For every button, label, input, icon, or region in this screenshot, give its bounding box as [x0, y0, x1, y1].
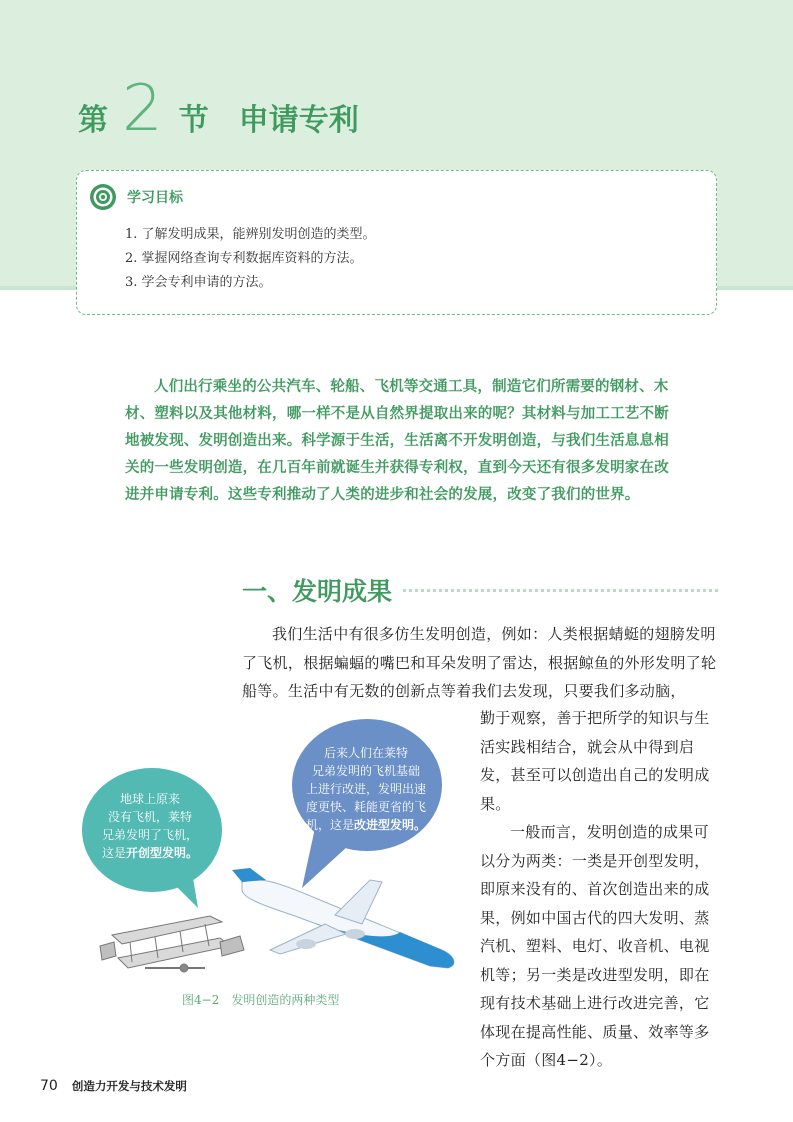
- chapter-title: 申请专利: [238, 103, 359, 138]
- intro-paragraph: 人们出行乘坐的公共汽车、轮船、飞机等交通工具，制造它们所需要的钢材、木材、塑料以及其他材料，哪一样不是从自然界提取出来的呢？其材料与加工工艺不断地被发现、发明创造出来。科学源于生活，生活离不开发明创造，与我们生活息息相关的一些发明创造，在几百年前就诞生并获得专利权，直到今天还有很多发明家在改进并申请专利。这些专利推动了人类的进步和社会的发展，改变了我们的世界。: [125, 379, 669, 503]
- goals-title: 学习目标: [127, 190, 183, 206]
- page-number: 70: [40, 1078, 58, 1094]
- chapter-suffix: 节: [178, 103, 209, 138]
- body-paragraph-1-cont: 勤于观察，善于把所学的知识与生活实践相结合，就会从中得到启发，甚至可以创造出自己的发明成果。: [480, 709, 710, 813]
- section-heading: 一、发明成果: [242, 577, 393, 606]
- jet-airplane-icon: [232, 868, 454, 968]
- chapter-number: 2: [122, 72, 163, 146]
- learning-goals-box: [76, 170, 717, 315]
- page-title: [78, 72, 359, 146]
- goal-item: 3. 学会专利申请的方法。: [125, 275, 272, 290]
- chapter-prefix: 第: [78, 103, 108, 138]
- bubble-left-text: 地球上原来 没有飞机，莱特 兄弟发明了飞机， 这是开创型发明。: [101, 792, 199, 860]
- figure-number: 图4−2: [182, 993, 220, 1007]
- bubble-right-text: 后来人们在莱特 兄弟发明的飞机基础 上进行改进，发明出速 度更快、耗能更省的飞 机，这是改进型发明。: [305, 746, 427, 832]
- figure-caption-text: 发明创造的两种类型: [231, 993, 340, 1007]
- body-right-column: [480, 704, 718, 1075]
- goal-item: 2. 掌握网络查询专利数据库资料的方法。: [125, 251, 363, 266]
- book-title: 创造力开发与技术发明: [71, 1079, 187, 1093]
- page-footer: [40, 1078, 187, 1094]
- goals-list: [125, 223, 376, 295]
- figure-caption: [182, 991, 351, 1008]
- body-paragraph-2: 一般而言，发明创造的成果可以分为两类：一类是开创型发明，即原来没有的、首次创造出来的成果，例如中国古代的四大发明、蒸汽机、塑料、电灯、收音机、电视机等；另一类是改进型发明，即在现有技术基础上进行改进完善，它体现在提高性能、质量、效率等多个方面（图4−2）。: [480, 823, 710, 1069]
- target-icon: [89, 183, 117, 211]
- body-paragraph-1: 我们生活中有很多仿生发明创造，例如：人类根据蜻蜓的翅膀发明了飞机，根据蝙蝠的嘴巴和耳朵发明了雷达，根据鲸鱼的外形发明了轮船等。生活中有无数的创新点等着我们去发现，只要我们多动脑，: [242, 625, 717, 700]
- goal-item: 1. 了解发明成果，能辨别发明创造的类型。: [125, 227, 376, 242]
- biplane-icon: [100, 916, 244, 972]
- section-divider: [403, 589, 718, 592]
